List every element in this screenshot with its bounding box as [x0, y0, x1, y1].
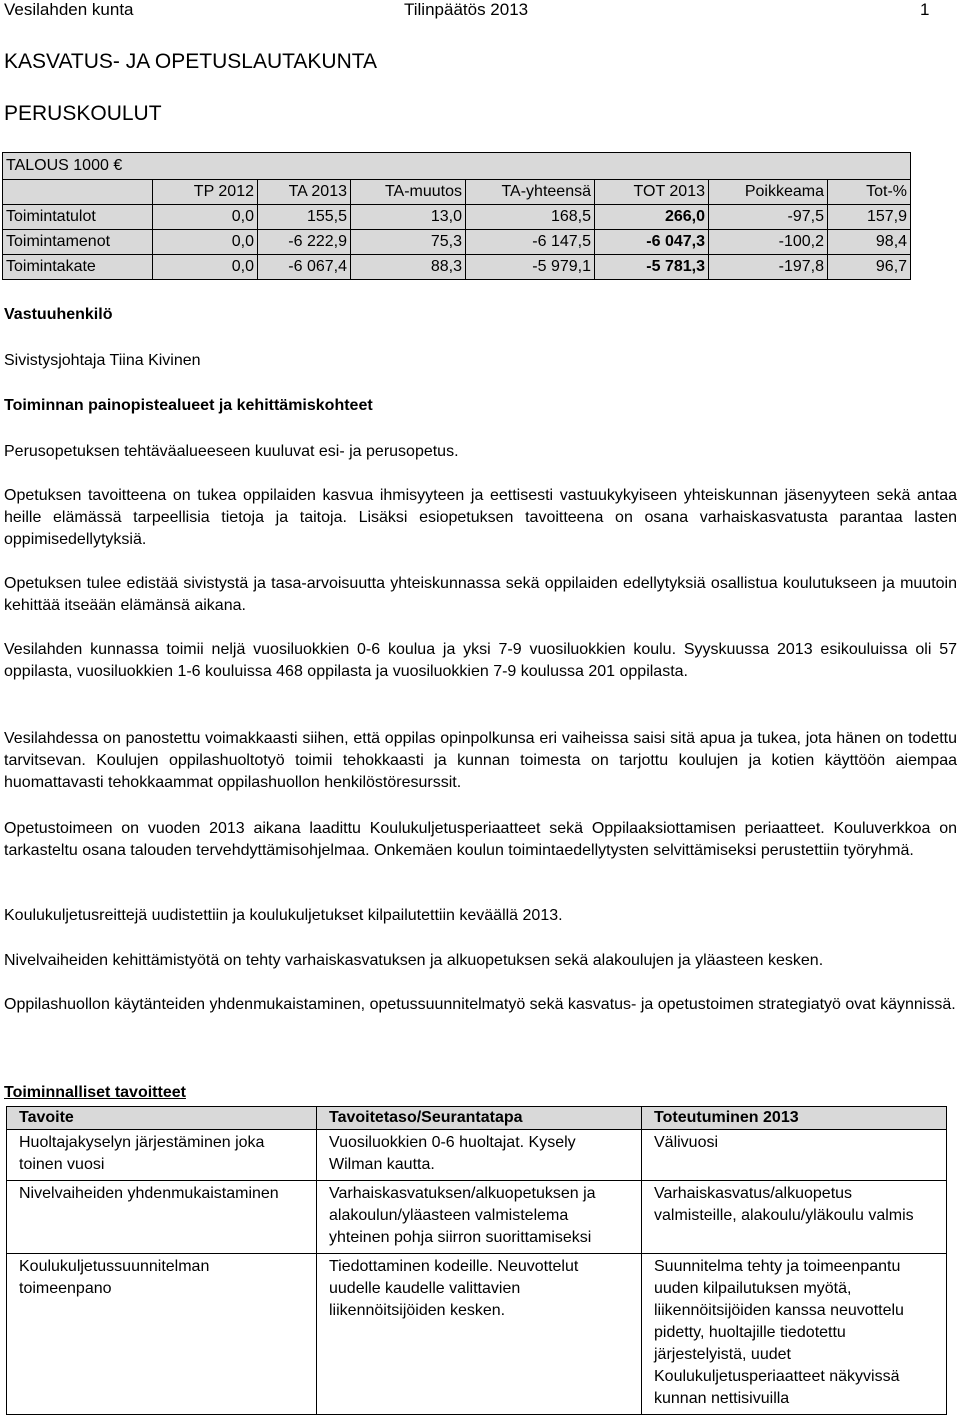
- finance-cell: 75,3: [351, 230, 466, 255]
- finance-col-header: TA 2013: [258, 180, 351, 205]
- paragraph: Opetuksen tavoitteena on tukea oppilaiden kasvua ihmisyyteen ja eettisesti vastuukykyiseen yhteiskunnan jäsenyyteen sekä antaa heille elämässä tarpeellisia tietoja ja taitoja. Lisäksi esiopetuksen tavoitteena on osana varhaiskasvatusta parantaa lasten oppimisedellytyksiä.: [4, 487, 957, 548]
- finance-cell: -6 047,3: [595, 230, 709, 255]
- paragraph: Opetustoimeen on vuoden 2013 aikana laadittu Koulukuljetusperiaatteet sekä Oppilaaksiottamisen periaatteet. Kouluverkkoa on tarkasteltu osana talouden tervehdyttämisohjelmaa. Onkemäen koulun toimintaedellytysten selvittämiseksi perustettiin työryhmä.: [4, 820, 957, 859]
- finance-col-header: Poikkeama: [709, 180, 828, 205]
- paragraph: Vesilahden kunnassa toimii neljä vuosiluokkien 0-6 koulua ja yksi 7-9 vuosiluokkien koulu. Syyskuussa 2013 esikouluissa oli 57 oppilasta, vuosiluokkien 1-6 kouluissa 468 oppilasta ja vuosiluokkien 7-9 koulussa 201 oppilasta.: [4, 641, 957, 680]
- goals-header-row: [7, 1107, 947, 1130]
- goals-table: [6, 1106, 947, 1415]
- finance-cell: 168,5: [466, 205, 595, 230]
- goals-cell: Nivelvaiheiden yhdenmukaistaminen: [7, 1181, 317, 1254]
- goals-cell: Välivuosi: [642, 1130, 947, 1181]
- finance-row: [3, 255, 911, 280]
- finance-title-spacer: [258, 153, 911, 180]
- goals-col-header: Tavoite: [7, 1107, 317, 1130]
- paragraph: Oppilashuollon käytänteiden yhdenmukaistaminen, opetussuunnitelmatyö sekä kasvatus- ja opetustoimen strategiatyö ovat käynnissä.: [4, 996, 956, 1013]
- finance-cell: -97,5: [709, 205, 828, 230]
- page-title: KASVATUS- JA OPETUSLAUTAKUNTA: [4, 50, 378, 73]
- paragraph: Vesilahdessa on panostettu voimakkaasti siihen, että oppilas opinpolkunsa eri vaiheissa saisi sitä apua ja tukea, jota hänen on todettu tarvitsevan. Koulujen oppilashuoltotyö toimii tehokkaasti ja kunnan toimesta on tarjottu koulujen ja kotien käyttöön aiempaa huomattavasti tehokkaammat oppilashuollon henkilöstöresurssit.: [4, 730, 957, 791]
- responsible-person: Sivistysjohtaja Tiina Kivinen: [4, 352, 201, 369]
- goals-heading: Toiminnalliset tavoitteet: [4, 1084, 186, 1101]
- finance-title-row: [3, 153, 911, 180]
- finance-cell: 0,0: [153, 205, 258, 230]
- finance-table: [2, 152, 911, 280]
- finance-cell: 13,0: [351, 205, 466, 230]
- finance-cell: 155,5: [258, 205, 351, 230]
- finance-header-row: [3, 180, 911, 205]
- finance-col-header: Tot-%: [828, 180, 911, 205]
- finance-cell: 266,0: [595, 205, 709, 230]
- finance-cell: 88,3: [351, 255, 466, 280]
- finance-row-label: Toimintakate: [3, 255, 153, 280]
- goals-cell: Vuosiluokkien 0-6 huoltajat. Kysely Wilman kautta.: [317, 1130, 642, 1181]
- finance-cell: -6 067,4: [258, 255, 351, 280]
- finance-cell: -6 222,9: [258, 230, 351, 255]
- finance-cell: 96,7: [828, 255, 911, 280]
- finance-header-empty: [3, 180, 153, 205]
- finance-row: [3, 205, 911, 230]
- finance-cell: 0,0: [153, 255, 258, 280]
- finance-col-header: TP 2012: [153, 180, 258, 205]
- finance-cell: -5 979,1: [466, 255, 595, 280]
- header-org: Vesilahden kunta: [4, 0, 134, 19]
- finance-col-header: TA-muutos: [351, 180, 466, 205]
- goals-col-header: Toteutuminen 2013: [642, 1107, 947, 1130]
- finance-col-header: TOT 2013: [595, 180, 709, 205]
- goals-row: [7, 1254, 947, 1415]
- goals-cell: Koulukuljetussuunnitelman toimeenpano: [7, 1254, 317, 1415]
- goals-row: [7, 1130, 947, 1181]
- page-subtitle: PERUSKOULUT: [4, 102, 162, 125]
- finance-cell: -100,2: [709, 230, 828, 255]
- finance-cell: 157,9: [828, 205, 911, 230]
- page-number: 1: [920, 0, 930, 19]
- goals-row: [7, 1181, 947, 1254]
- goals-cell: Huoltajakyselyn järjestäminen joka toinen vuosi: [7, 1130, 317, 1181]
- finance-cell: -6 147,5: [466, 230, 595, 255]
- header-document: Tilinpäätös 2013: [404, 0, 529, 19]
- responsible-heading: Vastuuhenkilö: [4, 306, 113, 323]
- finance-col-header: TA-yhteensä: [466, 180, 595, 205]
- focus-heading: Toiminnan painopistealueet ja kehittämiskohteet: [4, 397, 373, 414]
- finance-row-label: Toimintatulot: [3, 205, 153, 230]
- finance-row: [3, 230, 911, 255]
- finance-cell: -197,8: [709, 255, 828, 280]
- paragraph: Opetuksen tulee edistää sivistystä ja tasa-arvoisuutta yhteiskunnassa sekä oppilaiden edellytyksiä osallistua koulutukseen ja muutoin kehittää itseään elämänsä aikana.: [4, 575, 957, 614]
- finance-cell: 0,0: [153, 230, 258, 255]
- finance-cell: -5 781,3: [595, 255, 709, 280]
- finance-row-label: Toimintamenot: [3, 230, 153, 255]
- goals-cell: Tiedottaminen kodeille. Neuvottelut uudelle kaudelle valittavien liikennöitsijöiden kesken.: [317, 1254, 642, 1415]
- paragraph: Nivelvaiheiden kehittämistyötä on tehty varhaiskasvatuksen ja alkuopetuksen sekä alakoulujen ja yläasteen kesken.: [4, 952, 824, 969]
- goals-col-header: Tavoitetaso/Seurantatapa: [317, 1107, 642, 1130]
- goals-cell: Suunnitelma tehty ja toimeenpantu uuden kilpailutuksen myötä, liikennöitsijöiden kanssa neuvottelu pidetty, huoltajille tiedotettu järjestelyistä, uudet Koulukuljetusperiaatteet näkyvissä kunnan nettisivuilla: [642, 1254, 947, 1415]
- finance-cell: 98,4: [828, 230, 911, 255]
- goals-cell: Varhaiskasvatus/alkuopetus valmisteille, alakoulu/yläkoulu valmis: [642, 1181, 947, 1254]
- goals-cell: Varhaiskasvatuksen/alkuopetuksen ja alakoulun/yläasteen valmistelema yhteinen pohja siirron suorittamiseksi: [317, 1181, 642, 1254]
- paragraph: Koulukuljetusreittejä uudistettiin ja koulukuljetukset kilpailutettiin keväällä 2013.: [4, 907, 563, 924]
- finance-title: TALOUS 1000 €: [3, 153, 258, 180]
- paragraph: Perusopetuksen tehtäväalueeseen kuuluvat esi- ja perusopetus.: [4, 443, 459, 460]
